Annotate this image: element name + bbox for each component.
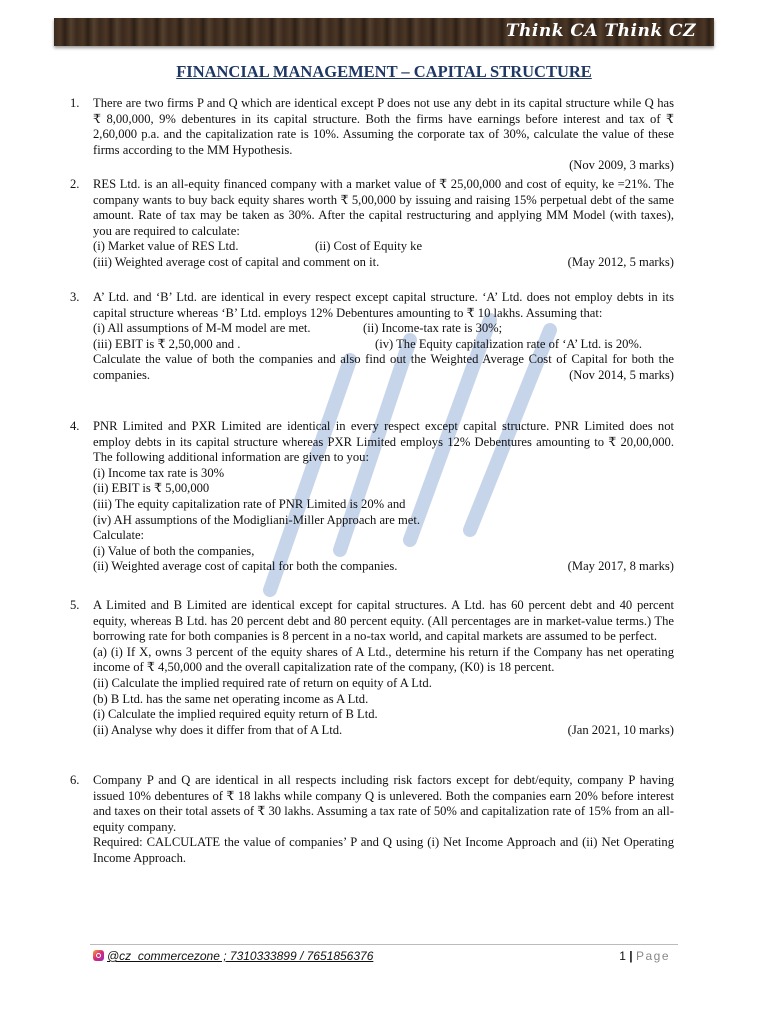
sub-item: (iv) AH assumptions of the Modigliani-Miller Approach are met. — [93, 512, 421, 527]
page-label: Page — [635, 949, 670, 963]
question-text: A’ Ltd. and ‘B’ Ltd. are identical in every respect except capital structure. ‘A’ Ltd. does not employ debts in its capital structure whereas ‘B’ Ltd. employs 12% Debentures amounting to ₹ 10 lakhs. Assuming that: — [93, 290, 674, 320]
page-num-value: 1 — [619, 949, 626, 963]
header-banner — [54, 18, 714, 46]
sub-item: (i) Market value of RES Ltd. — [93, 239, 239, 254]
footer-contact — [93, 949, 373, 963]
question-text: RES Ltd. is an all-equity financed company with a market value of ₹ 25,00,000 and cost of equity, ke =21%. The company wants to buy back equity shares worth ₹ 5,00,000 by issuing and raising 15% perpetual debt of the same amount. Rate of tax may be taken as 30%. After the capital restructuring and applying MM Model (with taxes), you are required to calculate: — [93, 177, 674, 238]
brand-tagline: Think CA Think CZ — [505, 21, 696, 41]
sub-item: (iv) The Equity capitalization rate of ‘A’ Ltd. is 20%. — [375, 336, 643, 351]
question-number: 6. — [70, 773, 80, 787]
sub-item: Calculate: — [93, 528, 145, 543]
contact-text: @cz_commercezone ; 7310333899 / 7651856376 — [107, 949, 374, 963]
exam-reference: (Nov 2009, 3 marks) — [569, 158, 674, 173]
question-text: Calculate the value of both the companies and also find out the Weighted Average Cost of Capital for both the companies. — [93, 352, 674, 382]
question-6 — [70, 773, 674, 867]
sub-item: (i) Income tax rate is 30% — [93, 465, 225, 480]
question-text: PNR Limited and PXR Limited are identical in every respect except capital structure. PNR Limited does not employ debts in its capital structure whereas PXR Limited employs 12% Debentures amounting to ₹ 20,00,000. The following additional information are given to you: — [93, 419, 674, 465]
question-number: 2. — [70, 177, 80, 191]
question-number: 3. — [70, 290, 80, 304]
question-3 — [70, 290, 674, 384]
sub-item: (i) Value of both the companies, — [93, 543, 255, 558]
sub-item: (iii) Weighted average cost of capital and comment on it. — [93, 254, 380, 269]
footer-divider — [90, 944, 678, 945]
question-requirement: Required: CALCULATE the value of companies’ P and Q using (i) Net Income Approach and (ii) Net Operating Income Approach. — [93, 835, 674, 865]
sub-item: (ii) Income-tax rate is 30%; — [363, 321, 503, 336]
question-1 — [70, 96, 674, 174]
exam-reference: (Jan 2021, 10 marks) — [567, 722, 674, 737]
sub-item: (ii) Calculate the implied required rate of return on equity of A Ltd. — [93, 675, 432, 690]
exam-reference: (May 2012, 5 marks) — [567, 254, 674, 269]
question-number: 4. — [70, 419, 80, 433]
exam-reference: (Nov 2014, 5 marks) — [569, 367, 674, 382]
sub-item: (i) All assumptions of M-M model are met. — [93, 321, 311, 336]
exam-reference: (May 2017, 8 marks) — [567, 559, 674, 574]
question-2 — [70, 177, 674, 271]
page-title: FINANCIAL MANAGEMENT – CAPITAL STRUCTURE — [176, 62, 592, 81]
question-text: A Limited and B Limited are identical except for capital structures. A Ltd. has 60 percent debt and 40 percent equity, whereas B Ltd. has 20 percent debt and 80 percent equity. (All percentages are in market-value terms.) The borrowing rate for both companies is 8 percent in a no-tax world, and capital markets are assumed to be perfect. — [93, 598, 674, 644]
sub-item: (b) B Ltd. has the same net operating income as A Ltd. — [93, 691, 369, 706]
sub-item: (a) (i) If X, owns 3 percent of the equity shares of A Ltd., determine his return if the Company has net operating income of ₹ 4,50,000 and the overall capitalization rate of the company, (K0) is 18 percent. — [93, 644, 674, 675]
sub-item: (ii) EBIT is ₹ 5,00,000 — [93, 481, 210, 496]
sub-item: (ii) Weighted average cost of capital for both the companies. — [93, 559, 398, 574]
question-text: Company P and Q are identical in all respects including risk factors except for debt/equity, company P having issued 10% debentures of ₹ 18 lakhs while company Q is unlevered. Both the companies earn 20% before interest and taxes on their total assets of ₹ 30 lakhs. Assuming a tax rate of 50% and capitalization rate of 15% from an all-equity company. — [93, 773, 674, 834]
page-number — [619, 949, 670, 963]
question-number: 1. — [70, 96, 80, 110]
question-text: There are two firms P and Q which are identical except P does not use any debt in its capital structure while Q has ₹ 8,00,000, 9% debentures in its capital structure. Both the firms have earnings before interest and tax of ₹ 2,60,000 p.a. and the capitalization rate is 10%. Assuming the corporate tax of 30%, calculate the value of these firms according to the MM Hypothesis. — [93, 96, 674, 157]
sub-item: (i) Calculate the implied required equity return of B Ltd. — [93, 707, 378, 722]
sub-item: (iii) EBIT is ₹ 2,50,000 and . — [93, 336, 241, 351]
instagram-icon — [93, 950, 104, 961]
sub-item: (ii) Cost of Equity ke — [315, 239, 423, 254]
page-separator: | — [625, 949, 636, 963]
sub-item: (iii) The equity capitalization rate of PNR Limited is 20% and — [93, 496, 406, 511]
question-4 — [70, 419, 674, 575]
question-5 — [70, 598, 674, 738]
question-number: 5. — [70, 598, 80, 612]
sub-item: (ii) Analyse why does it differ from that of A Ltd. — [93, 722, 343, 737]
